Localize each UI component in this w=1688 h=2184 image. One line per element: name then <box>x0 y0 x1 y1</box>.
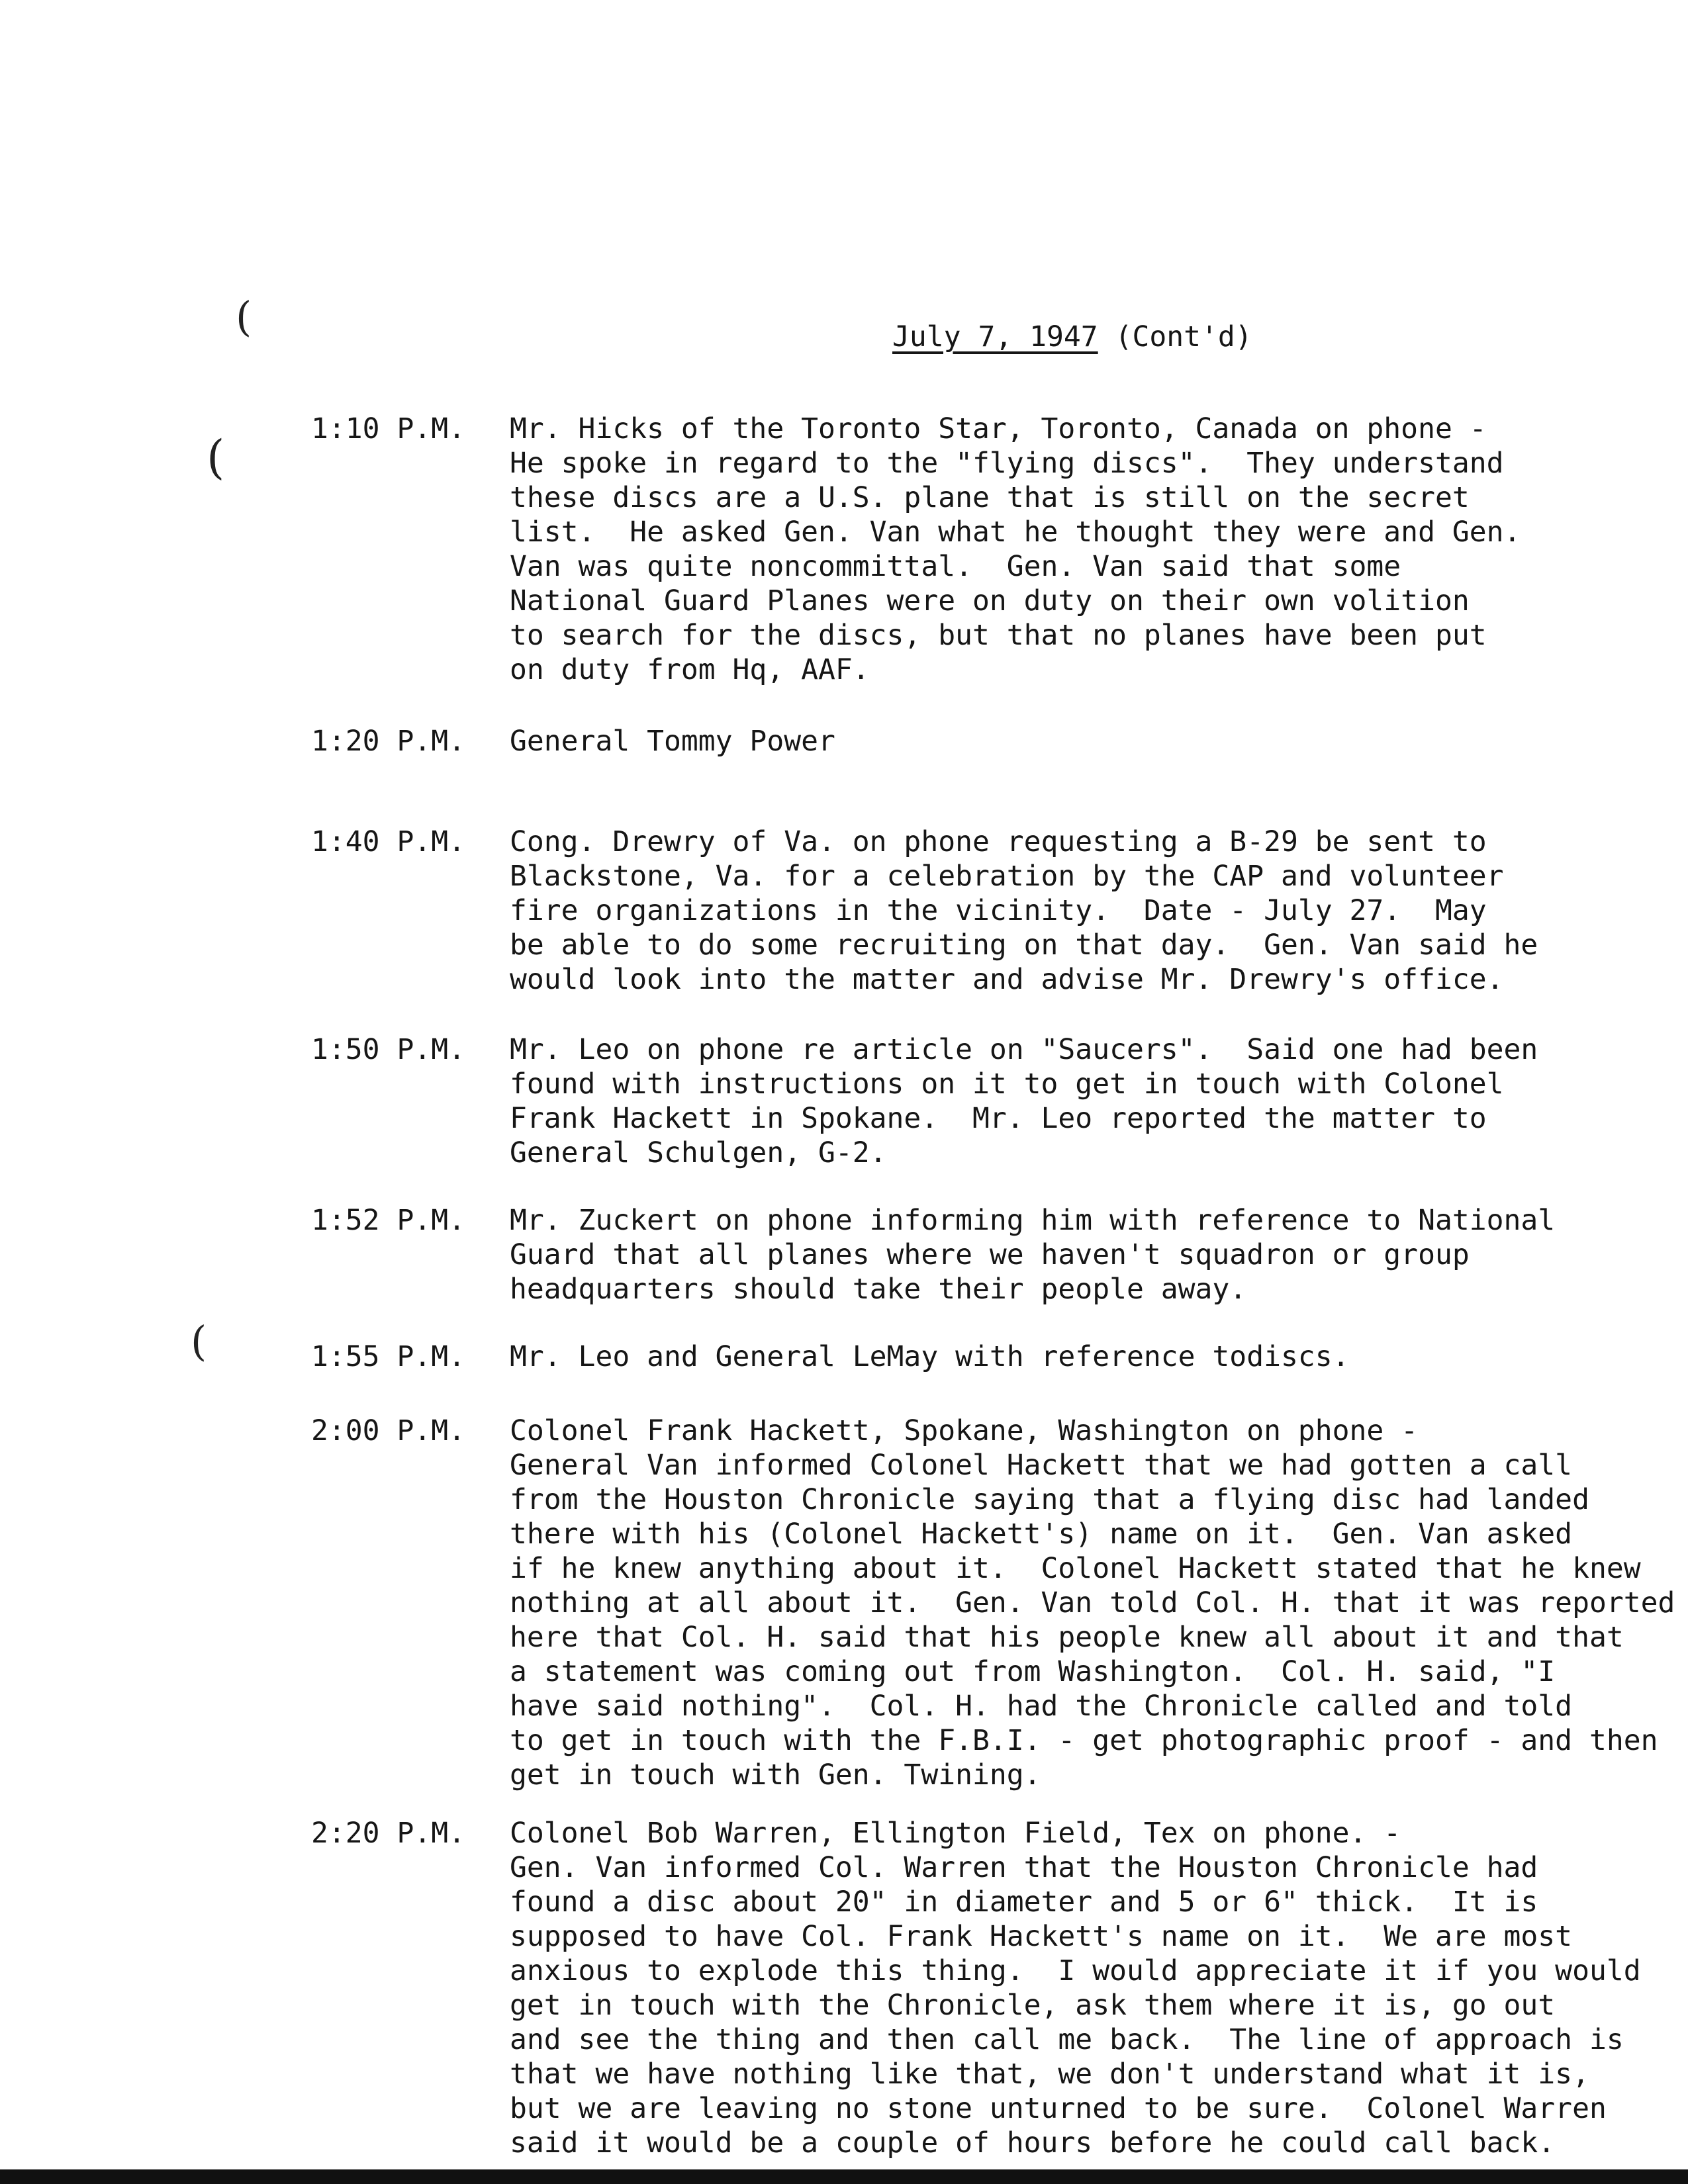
log-entry <box>311 724 1675 758</box>
entry-text <box>510 724 1675 758</box>
entry-text <box>510 1203 1675 1306</box>
margin-mark: ( <box>236 293 252 341</box>
entry-line: Mr. Hicks of the Toronto Star, Toronto, Canada on phone - <box>510 412 1487 445</box>
entry-line: if he knew anything about it. Colonel Hackett stated that he knew <box>510 1552 1641 1585</box>
entry-line: a statement was coming out from Washington. Col. H. said, "I <box>510 1655 1556 1688</box>
entry-time: 1:52 P.M. <box>311 1204 465 1237</box>
log-entry <box>311 1032 1675 1170</box>
entry-line: fire organizations in the vicinity. Date - July 27. May <box>510 894 1487 927</box>
entry-line: Colonel Frank Hackett, Spokane, Washington on phone - <box>510 1414 1419 1447</box>
entry-line: would look into the matter and advise Mr. Drewry's office. <box>510 963 1504 996</box>
entry-time: 1:55 P.M. <box>311 1340 465 1373</box>
entry-line: and see the thing and then call me back. The line of approach is <box>510 2023 1624 2056</box>
scan-edge-bar <box>0 2169 1688 2184</box>
entry-text <box>510 1414 1675 1792</box>
entry-line: Van was quite noncommittal. Gen. Van said that some <box>510 550 1401 583</box>
entry-text <box>510 412 1675 687</box>
entry-line: to get in touch with the F.B.I. - get photographic proof - and then <box>510 1724 1658 1757</box>
entry-line: Mr. Leo and General LeMay with reference todiscs. <box>510 1340 1350 1373</box>
entry-line: on duty from Hq, AAF. <box>510 653 870 686</box>
entry-line: list. He asked Gen. Van what he thought they were and Gen. <box>510 516 1521 549</box>
entry-line: that we have nothing like that, we don't understand what it is, <box>510 2058 1589 2091</box>
entry-line: He spoke in regard to the "flying discs". They understand <box>510 447 1504 480</box>
entry-line: General Tommy Power <box>510 725 835 758</box>
entry-line: from the Houston Chronicle saying that a flying disc had landed <box>510 1483 1589 1516</box>
page-header <box>892 320 1252 353</box>
entry-line: anxious to explode this thing. I would appreciate it if you would <box>510 1954 1641 1987</box>
entry-line: Mr. Zuckert on phone informing him with reference to National <box>510 1204 1556 1237</box>
entry-line: Frank Hackett in Spokane. Mr. Leo reported the matter to <box>510 1102 1487 1135</box>
entry-line: to search for the discs, but that no planes have been put <box>510 619 1487 652</box>
entry-line: found with instructions on it to get in touch with Colonel <box>510 1068 1504 1101</box>
log-entry <box>311 1414 1675 1792</box>
log-entry <box>311 1340 1675 1374</box>
entry-line: General Schulgen, G-2. <box>510 1136 887 1169</box>
entry-line: get in touch with Gen. Twining. <box>510 1758 1041 1792</box>
entry-time: 2:20 P.M. <box>311 1817 465 1850</box>
entry-time: 1:10 P.M. <box>311 412 465 445</box>
log-entry <box>311 412 1675 687</box>
entry-line: said it would be a couple of hours before he could call back. <box>510 2126 1556 2160</box>
margin-mark: ( <box>207 430 225 484</box>
entry-line: Gen. Van informed Col. Warren that the Houston Chronicle had <box>510 1851 1538 1884</box>
entry-line: Blackstone, Va. for a celebration by the CAP and volunteer <box>510 860 1504 893</box>
header-suffix: (Cont'd) <box>1098 320 1252 353</box>
entry-line: Cong. Drewry of Va. on phone requesting a B-29 be sent to <box>510 825 1487 858</box>
entry-line: headquarters should take their people away. <box>510 1273 1247 1306</box>
entry-text <box>510 1032 1675 1170</box>
entry-line: be able to do some recruiting on that day. Gen. Van said he <box>510 929 1538 962</box>
entry-line: supposed to have Col. Frank Hackett's name on it. We are most <box>510 1920 1573 1953</box>
entry-line: nothing at all about it. Gen. Van told Col. H. that it was reported <box>510 1586 1675 1619</box>
entry-line: found a disc about 20" in diameter and 5 or 6" thick. It is <box>510 1886 1538 1919</box>
entry-time: 2:00 P.M. <box>311 1414 465 1447</box>
entry-line: there with his (Colonel Hackett's) name on it. Gen. Van asked <box>510 1518 1573 1551</box>
entry-text <box>510 825 1675 997</box>
log-entry <box>311 825 1675 997</box>
entry-line: General Van informed Colonel Hackett that we had gotten a call <box>510 1449 1573 1482</box>
entry-text <box>510 1340 1675 1374</box>
entry-time: 1:20 P.M. <box>311 725 465 758</box>
entry-text <box>510 1816 1675 2160</box>
entry-line: Guard that all planes where we haven't squadron or group <box>510 1238 1470 1271</box>
entry-line: here that Col. H. said that his people knew all about it and that <box>510 1621 1624 1654</box>
entry-line: have said nothing". Col. H. had the Chronicle called and told <box>510 1690 1573 1723</box>
header-date: July 7, 1947 <box>892 320 1098 353</box>
entry-line: Colonel Bob Warren, Ellington Field, Tex on phone. - <box>510 1817 1401 1850</box>
entry-time: 1:50 P.M. <box>311 1033 465 1066</box>
entry-line: these discs are a U.S. plane that is still on the secret <box>510 481 1470 514</box>
margin-mark: ( <box>191 1317 207 1365</box>
entry-time: 1:40 P.M. <box>311 825 465 858</box>
entry-line: National Guard Planes were on duty on their own volition <box>510 584 1470 617</box>
entry-line: get in touch with the Chronicle, ask them where it is, go out <box>510 1989 1556 2022</box>
entry-line: Mr. Leo on phone re article on "Saucers". Said one had been <box>510 1033 1538 1066</box>
log-entry <box>311 1816 1675 2160</box>
entry-line: but we are leaving no stone unturned to be sure. Colonel Warren <box>510 2092 1607 2125</box>
log-entry <box>311 1203 1675 1306</box>
